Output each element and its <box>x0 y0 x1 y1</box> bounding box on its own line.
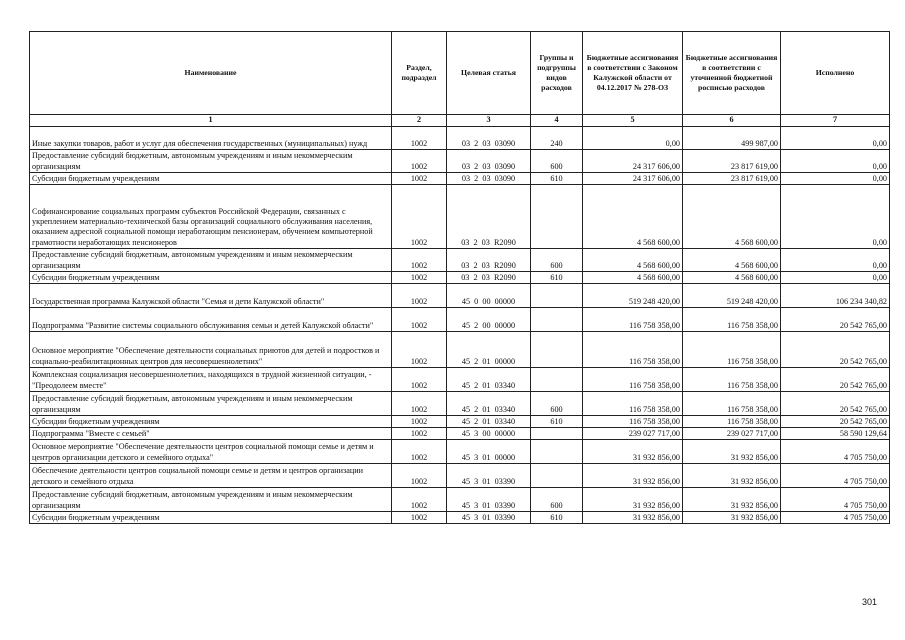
header-group: Группы и подгруппы видов расходов <box>531 32 583 115</box>
column-number: 4 <box>531 115 583 127</box>
row-updated-allocation: 116 758 358,00 <box>683 368 781 392</box>
row-executed: 0,00 <box>781 150 890 173</box>
row-group <box>531 332 583 368</box>
row-updated-allocation: 116 758 358,00 <box>683 416 781 428</box>
row-law-allocation: 116 758 358,00 <box>583 368 683 392</box>
header-law-allocations: Бюджетные ассигнования в соответствии с Законом Калужской области от 04.12.2017 № 278-ОЗ <box>583 32 683 115</box>
table-row <box>30 416 890 428</box>
row-name: Субсидии бюджетным учреждениям <box>30 272 392 284</box>
row-target: 45 2 00 00000 <box>447 308 531 332</box>
row-target: 45 3 01 03390 <box>447 512 531 524</box>
row-group: 610 <box>531 173 583 185</box>
row-law-allocation: 519 248 420,00 <box>583 284 683 308</box>
row-executed: 4 705 750,00 <box>781 488 890 512</box>
header-target: Целевая статья <box>447 32 531 115</box>
row-executed: 4 705 750,00 <box>781 512 890 524</box>
row-updated-allocation: 4 568 600,00 <box>683 272 781 284</box>
row-executed: 106 234 340,82 <box>781 284 890 308</box>
row-law-allocation: 116 758 358,00 <box>583 332 683 368</box>
row-law-allocation: 0,00 <box>583 127 683 150</box>
row-updated-allocation: 31 932 856,00 <box>683 512 781 524</box>
row-law-allocation: 116 758 358,00 <box>583 308 683 332</box>
row-section: 1002 <box>392 464 447 488</box>
row-section: 1002 <box>392 368 447 392</box>
row-executed: 20 542 765,00 <box>781 332 890 368</box>
row-target: 03 2 03 03090 <box>447 173 531 185</box>
row-updated-allocation: 239 027 717,00 <box>683 428 781 440</box>
row-target: 45 3 01 03390 <box>447 488 531 512</box>
row-name: Комплексная социализация несовершеннолетних, находящихся в трудной жизненной ситуации, - "Преодолеем вместе" <box>30 368 392 392</box>
row-law-allocation: 31 932 856,00 <box>583 464 683 488</box>
row-executed: 0,00 <box>781 127 890 150</box>
row-group: 600 <box>531 150 583 173</box>
header-executed: Исполнено <box>781 32 890 115</box>
row-target: 03 2 03 03090 <box>447 127 531 150</box>
row-group <box>531 428 583 440</box>
row-executed: 0,00 <box>781 185 890 249</box>
row-target: 03 2 03 R2090 <box>447 249 531 272</box>
row-executed: 20 542 765,00 <box>781 392 890 416</box>
column-number: 7 <box>781 115 890 127</box>
row-law-allocation: 4 568 600,00 <box>583 272 683 284</box>
row-law-allocation: 116 758 358,00 <box>583 392 683 416</box>
row-group: 600 <box>531 392 583 416</box>
row-updated-allocation: 116 758 358,00 <box>683 392 781 416</box>
row-updated-allocation: 116 758 358,00 <box>683 308 781 332</box>
row-name: Основное мероприятие "Обеспечение деятельности центров социальной помощи семье и детям и центров организации детского и семейного отдыха" <box>30 440 392 464</box>
row-target: 45 2 01 03340 <box>447 368 531 392</box>
budget-table <box>29 31 890 524</box>
table-row <box>30 464 890 488</box>
row-updated-allocation: 23 817 619,00 <box>683 150 781 173</box>
row-group <box>531 185 583 249</box>
row-group: 610 <box>531 512 583 524</box>
table-row <box>30 308 890 332</box>
row-law-allocation: 31 932 856,00 <box>583 512 683 524</box>
row-updated-allocation: 31 932 856,00 <box>683 440 781 464</box>
table-row <box>30 272 890 284</box>
row-target: 45 2 01 03340 <box>447 416 531 428</box>
row-updated-allocation: 519 248 420,00 <box>683 284 781 308</box>
row-name: Основное мероприятие "Обеспечение деятельности социальных приютов для детей и подростков и социально-реабилитационных центров для несовершеннолетних" <box>30 332 392 368</box>
row-name: Предоставление субсидий бюджетным, автономным учреждениям и иным некоммерческим организациям <box>30 392 392 416</box>
row-target: 03 2 03 R2090 <box>447 272 531 284</box>
row-name: Подпрограмма "Вместе с семьей" <box>30 428 392 440</box>
row-updated-allocation: 116 758 358,00 <box>683 332 781 368</box>
row-section: 1002 <box>392 488 447 512</box>
table-row <box>30 185 890 249</box>
row-name: Субсидии бюджетным учреждениям <box>30 416 392 428</box>
table-row <box>30 284 890 308</box>
table-row <box>30 150 890 173</box>
row-section: 1002 <box>392 416 447 428</box>
row-section: 1002 <box>392 272 447 284</box>
row-executed: 58 590 129,64 <box>781 428 890 440</box>
page-number: 301 <box>862 597 878 607</box>
row-target: 45 2 01 03340 <box>447 392 531 416</box>
row-law-allocation: 239 027 717,00 <box>583 428 683 440</box>
row-target: 45 3 01 00000 <box>447 440 531 464</box>
column-number: 2 <box>392 115 447 127</box>
table-row <box>30 368 890 392</box>
header-name: Наименование <box>30 32 392 115</box>
row-target: 03 2 03 R2090 <box>447 185 531 249</box>
row-group <box>531 308 583 332</box>
row-updated-allocation: 4 568 600,00 <box>683 249 781 272</box>
row-group: 610 <box>531 416 583 428</box>
row-executed: 0,00 <box>781 249 890 272</box>
row-section: 1002 <box>392 428 447 440</box>
row-name: Подпрограмма "Развитие системы социального обслуживания семьи и детей Калужской области" <box>30 308 392 332</box>
table-row <box>30 512 890 524</box>
row-group: 600 <box>531 488 583 512</box>
table-row <box>30 173 890 185</box>
column-number: 6 <box>683 115 781 127</box>
row-executed: 20 542 765,00 <box>781 416 890 428</box>
row-name: Обеспечение деятельности центров социальной помощи семье и детям и центров организации детского и семейного отдыха <box>30 464 392 488</box>
table-row <box>30 440 890 464</box>
row-section: 1002 <box>392 185 447 249</box>
row-executed: 0,00 <box>781 173 890 185</box>
column-number: 3 <box>447 115 531 127</box>
row-executed: 20 542 765,00 <box>781 368 890 392</box>
row-group: 610 <box>531 272 583 284</box>
row-law-allocation: 24 317 606,00 <box>583 173 683 185</box>
row-name: Государственная программа Калужской области "Семья и дети Калужской области" <box>30 284 392 308</box>
row-law-allocation: 4 568 600,00 <box>583 249 683 272</box>
row-section: 1002 <box>392 308 447 332</box>
row-name: Предоставление субсидий бюджетным, автономным учреждениям и иным некоммерческим организациям <box>30 249 392 272</box>
row-group <box>531 368 583 392</box>
row-group <box>531 284 583 308</box>
row-section: 1002 <box>392 440 447 464</box>
row-name: Субсидии бюджетным учреждениям <box>30 173 392 185</box>
row-name: Предоставление субсидий бюджетным, автономным учреждениям и иным некоммерческим организациям <box>30 150 392 173</box>
row-law-allocation: 31 932 856,00 <box>583 440 683 464</box>
header-section: Раздел, подраздел <box>392 32 447 115</box>
table-row <box>30 332 890 368</box>
row-name: Иные закупки товаров, работ и услуг для обеспечения государственных (муниципальных) нужд <box>30 127 392 150</box>
row-name: Софинансирование социальных программ субъектов Российской Федерации, связанных с укреплением материально-технической базы организаций социального обслуживания населения, оказанием адресной социальной помощи неработающим пенсионерам, обучением компьютерной грамотности неработающих пенсионеров <box>30 185 392 249</box>
row-target: 45 3 01 03390 <box>447 464 531 488</box>
row-executed: 4 705 750,00 <box>781 464 890 488</box>
row-section: 1002 <box>392 512 447 524</box>
row-target: 45 3 00 00000 <box>447 428 531 440</box>
row-section: 1002 <box>392 127 447 150</box>
row-updated-allocation: 31 932 856,00 <box>683 488 781 512</box>
row-section: 1002 <box>392 150 447 173</box>
table-row <box>30 249 890 272</box>
column-number: 1 <box>30 115 392 127</box>
row-target: 03 2 03 03090 <box>447 150 531 173</box>
column-number: 5 <box>583 115 683 127</box>
row-updated-allocation: 4 568 600,00 <box>683 185 781 249</box>
row-group <box>531 440 583 464</box>
row-law-allocation: 24 317 606,00 <box>583 150 683 173</box>
table-body <box>30 127 890 524</box>
row-group: 240 <box>531 127 583 150</box>
row-section: 1002 <box>392 392 447 416</box>
column-number-row <box>30 115 890 127</box>
table-row <box>30 488 890 512</box>
row-law-allocation: 31 932 856,00 <box>583 488 683 512</box>
row-law-allocation: 116 758 358,00 <box>583 416 683 428</box>
row-section: 1002 <box>392 332 447 368</box>
row-updated-allocation: 31 932 856,00 <box>683 464 781 488</box>
header-row <box>30 32 890 115</box>
row-section: 1002 <box>392 173 447 185</box>
table-row <box>30 392 890 416</box>
row-name: Субсидии бюджетным учреждениям <box>30 512 392 524</box>
header-updated-allocations: Бюджетные ассигнования в соответствии с уточненной бюджетной росписью расходов <box>683 32 781 115</box>
table-row <box>30 428 890 440</box>
row-name: Предоставление субсидий бюджетным, автономным учреждениям и иным некоммерческим организациям <box>30 488 392 512</box>
row-executed: 20 542 765,00 <box>781 308 890 332</box>
row-group: 600 <box>531 249 583 272</box>
row-section: 1002 <box>392 284 447 308</box>
row-target: 45 0 00 00000 <box>447 284 531 308</box>
row-updated-allocation: 23 817 619,00 <box>683 173 781 185</box>
row-updated-allocation: 499 987,00 <box>683 127 781 150</box>
row-target: 45 2 01 00000 <box>447 332 531 368</box>
row-executed: 0,00 <box>781 272 890 284</box>
row-law-allocation: 4 568 600,00 <box>583 185 683 249</box>
row-section: 1002 <box>392 249 447 272</box>
row-executed: 4 705 750,00 <box>781 440 890 464</box>
row-group <box>531 464 583 488</box>
table-row <box>30 127 890 150</box>
